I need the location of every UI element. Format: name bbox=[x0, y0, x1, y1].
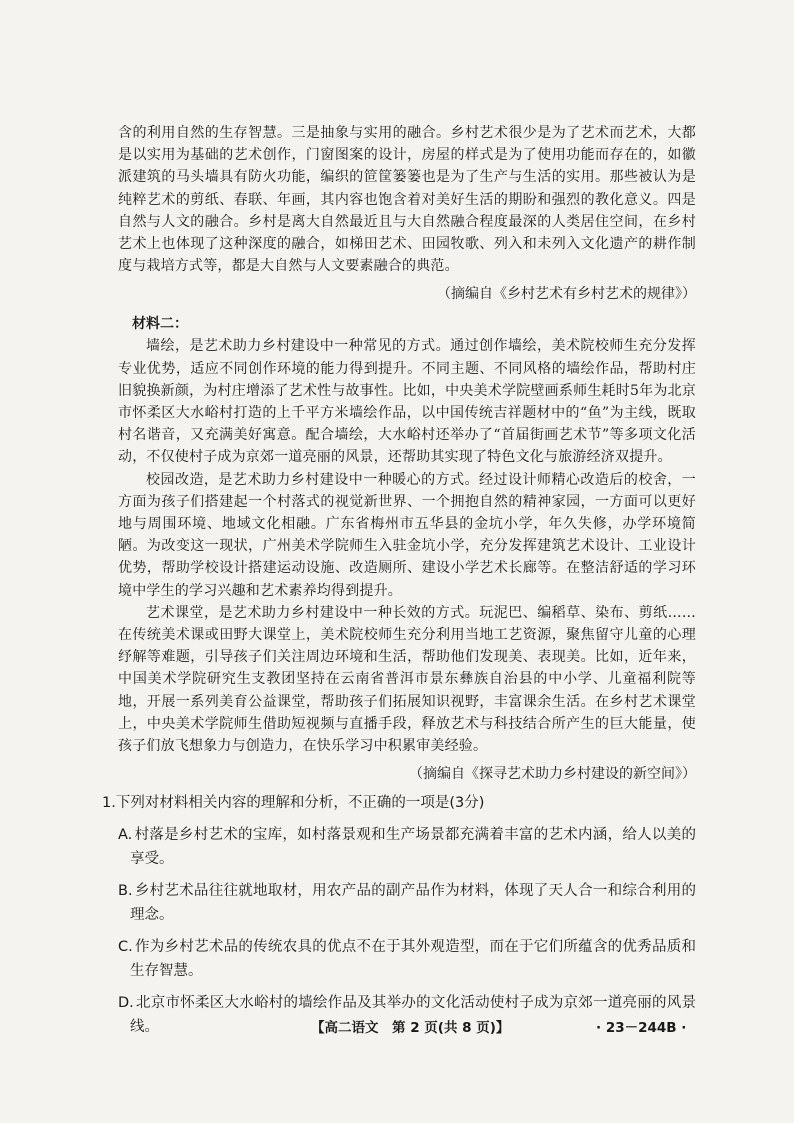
question-1-stem: 1.下列对材料相关内容的理解和分析，不正确的一项是(3分) bbox=[102, 795, 485, 812]
footer-page-info: 【高二语文 第 2 页(共 8 页)】 bbox=[311, 1020, 510, 1036]
material2-paragraph-2: 校园改造，是艺术助力乡村建设中一种暖心的方式。经过设计师精心改造后的校舍，一方面为孩子们搭建起一个村落式的视觉新世界、一个拥抱自然的精神家园，一方面可以更好地与周围环境、地域文化相融。广东省梅州市五华县的金坑小学，年久失修，办学环境简陋。为改变这一现状，广州美术学院师生入驻金坑小学，充分发挥建筑艺术设计、工业设计优势，帮助学校设计搭建运动设施、改造厕所、建设小学艺术长廊等。在整洁舒适的学习环境中学生的学习兴趣和艺术素养均得到提升。 bbox=[118, 471, 696, 599]
option-letter: B. bbox=[118, 883, 133, 900]
question-1-option-b bbox=[118, 879, 696, 927]
option-letter: C. bbox=[118, 939, 133, 956]
option-text: 作为乡村艺术品的传统农具的优点不在于其外观造型，而在于它们所蕴含的优秀品质和生存智慧。 bbox=[130, 939, 696, 980]
option-text: 北京市怀柔区大水峪村的墙绘作品及其举办的文化活动使村子成为京郊一道亮丽的风景线。 bbox=[130, 995, 696, 1036]
material1-tail-paragraph: 含的利用自然的生存智慧。三是抽象与实用的融合。乡村艺术很少是为了艺术而艺术，大都是以实用为基础的艺术创作，门窗图案的设计，房屋的样式是为了使用功能而存在的，如徽派建筑的马头墙具有防火功能，编织的笸筐篓篓也是为了生产与生活的实用。那些被认为是纯粹艺术的剪纸、春联、年画，其内容也饱含着对美好生活的期盼和强烈的教化意义。四是自然与人文的融合。乡村是离大自然最近且与大自然融合程度最深的人类居住空间，在乡村艺术上也体现了这种深度的融合，如梯田艺术、田园牧歌、列入和未列入文化遗产的耕作制度与栽培方式等，都是大自然与人文要素融合的典范。 bbox=[118, 125, 696, 275]
document-body bbox=[102, 122, 696, 1039]
question-1-option-c bbox=[118, 935, 696, 983]
material2-label: 材料二： bbox=[132, 316, 188, 333]
option-letter: D. bbox=[118, 995, 134, 1012]
question-1-option-a bbox=[118, 823, 696, 871]
option-text: 乡村艺术品往往就地取材，用农产品的副产品作为材料，体现了天人合一和综合利用的理念。 bbox=[130, 883, 696, 924]
material1-source: （摘编自《乡村艺术有乡村艺术的规律》） bbox=[437, 286, 696, 303]
footer-code: · 23－244B · bbox=[596, 1020, 687, 1036]
option-letter: A. bbox=[118, 827, 133, 844]
option-text: 村落是乡村艺术的宝库，如村落景观和生产场景都充满着丰富的艺术内涵，给人以美的享受。 bbox=[130, 827, 696, 868]
material2-source: （摘编自《探寻艺术助力乡村建设的新空间》） bbox=[409, 766, 696, 783]
material2-paragraph-1: 墙绘，是艺术助力乡村建设中一种常见的方式。通过创作墙绘，美术院校师生充分发挥专业优势，适应不同创作环境的能力得到提升。不同主题、不同风格的墙绘作品，帮助村庄旧貌换新颜，为村庄增添了艺术性与故事性。比如，中央美术学院壁画系师生耗时5年为北京市怀柔区大水峪村打造的上千平方米墙绘作品，以中国传统吉祥题材中的“鱼”为主线，既取村名谐音，又充满美好寓意。配合墙绘，大水峪村还举办了“首届街画艺术节”等多项文化活动，不仅使村子成为京郊一道亮丽的风景，还帮助其实现了特色文化与旅游经济双提升。 bbox=[118, 338, 696, 466]
material2-paragraph-3: 艺术课堂，是艺术助力乡村建设中一种长效的方式。玩泥巴、编稻草、染布、剪纸……在传统美术课或田野大课堂上，美术院校师生充分利用当地工艺资源，聚焦留守儿童的心理纾解等难题，引导孩子们关注周边环境和生活，帮助他们发现美、表现美。比如，近年来，中国美术学院研究生支教团坚持在云南省普洱市景东彝族自治县的中小学、儿童福利院等地，开展一系列美育公益课堂，帮助孩子们拓展知识视野，丰富课余生活。在乡村艺术课堂上，中央美术学院师生借助短视频与直播手段，释放艺术与科技结合所产生的巨大能量，使孩子们放飞想象力与创造力，在快乐学习中积累审美经验。 bbox=[118, 604, 696, 755]
